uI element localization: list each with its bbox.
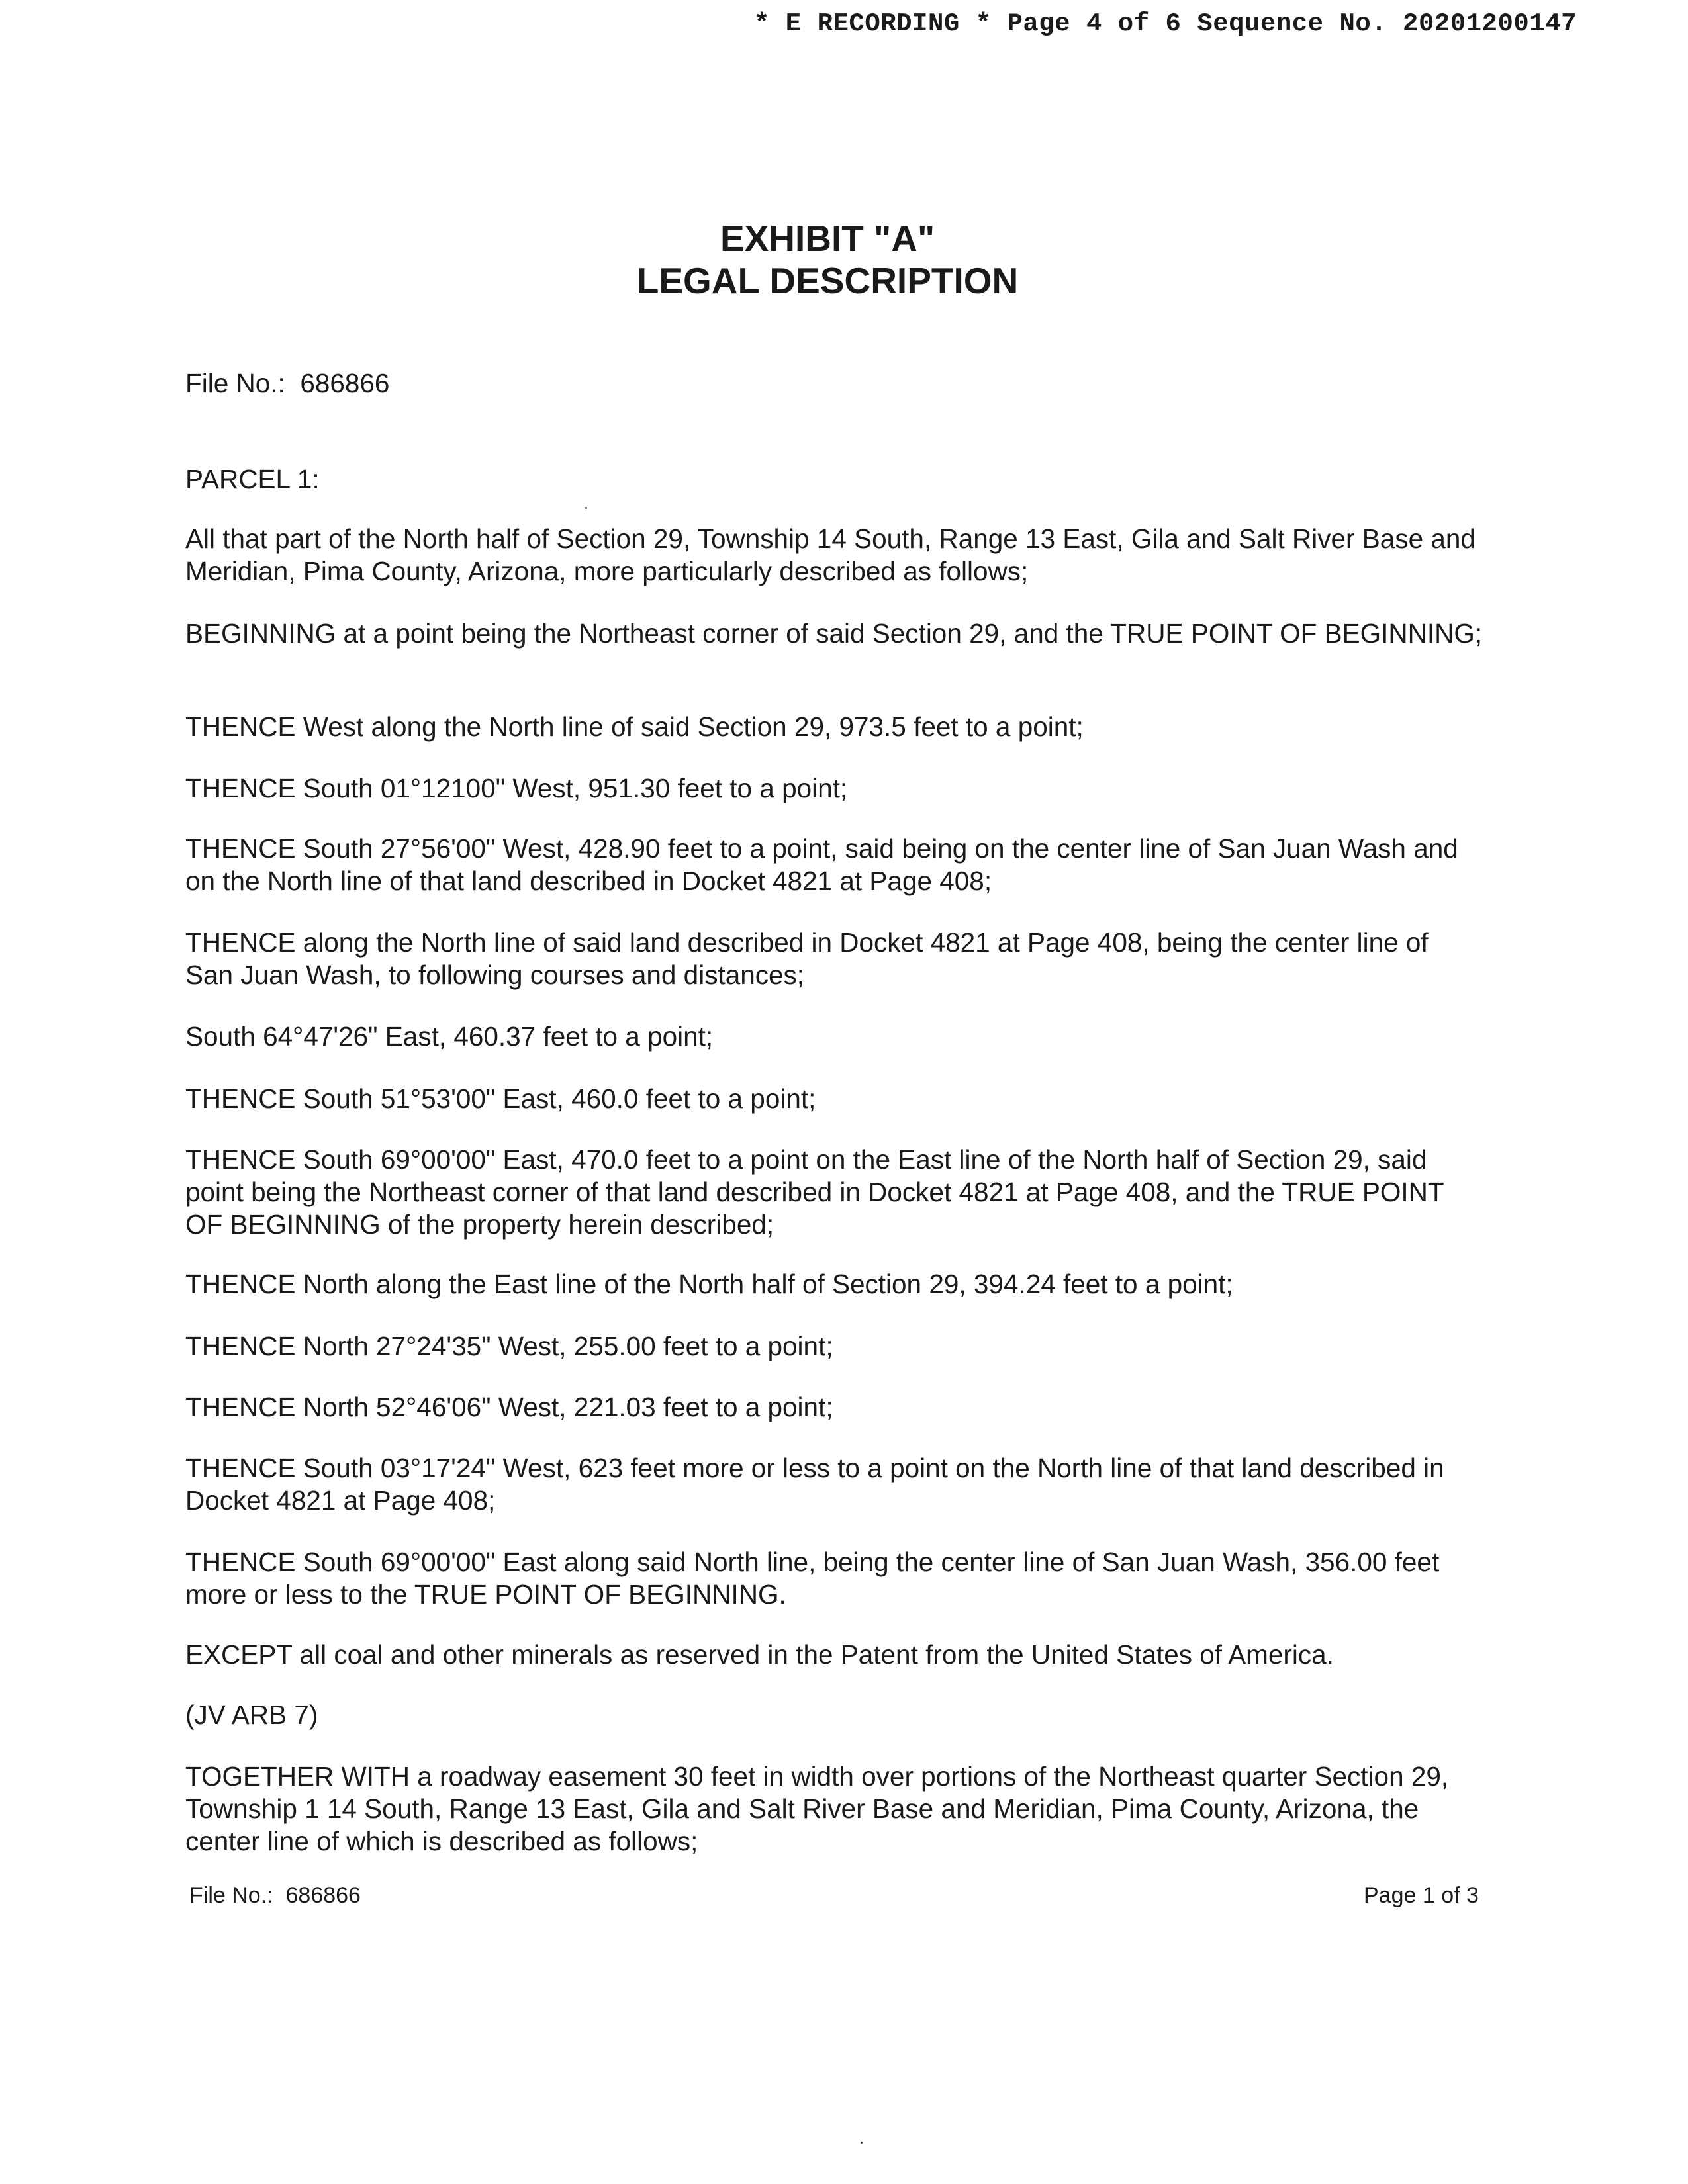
paragraph: South 64°47'26" East, 460.37 feet to a point;	[185, 1021, 714, 1052]
exhibit-title	[0, 217, 1655, 302]
footer-file-number-value: 686866	[285, 1883, 361, 1908]
paragraph: THENCE South 27°56'00" West, 428.90 feet to a point, said being on the center line of San Juan Wash and on the North line of that land described in Docket 4821 at Page 408;	[185, 833, 1458, 896]
footer-file-number-label: File No.:	[189, 1883, 273, 1908]
exhibit-title-line2: LEGAL DESCRIPTION	[636, 260, 1019, 301]
paragraph: THENCE along the North line of said land described in Docket 4821 at Page 408, being the center line of San Juan Wash, to following courses and distances;	[185, 927, 1429, 990]
file-number	[185, 367, 1483, 400]
paragraph: THENCE North 27°24'35" West, 255.00 feet to a point;	[185, 1331, 833, 1361]
recording-header: * E RECORDING * Page 4 of 6 Sequence No. 20201200147	[754, 9, 1577, 38]
paragraph: THENCE South 51°53'00" East, 460.0 feet to a point;	[185, 1083, 816, 1114]
scan-speck	[585, 507, 587, 509]
file-number-value: 686866	[300, 368, 390, 398]
paragraph: TOGETHER WITH a roadway easement 30 feet in width over portions of the Northeast quarter Section 29, Township 1 14 South, Range 13 East, Gila and Salt River Base and Meridian, Pima County, Arizona, the center line of which is described as follows;	[185, 1761, 1449, 1856]
footer-file-number	[189, 1883, 361, 1909]
paragraph: THENCE West along the North line of said Section 29, 973.5 feet to a point;	[185, 711, 1084, 742]
paragraph: EXCEPT all coal and other minerals as reserved in the Patent from the United States of America.	[185, 1639, 1334, 1670]
paragraph: All that part of the North half of Section 29, Township 14 South, Range 13 East, Gila and Salt River Base and Meridian, Pima County, Arizona, more particularly described as follows;	[185, 523, 1476, 586]
parcel-heading: PARCEL 1:	[185, 464, 320, 494]
paragraph: THENCE South 69°00'00" East along said North line, being the center line of San Juan Wash, 356.00 feet more or less to the TRUE POINT OF BEGINNING.	[185, 1547, 1440, 1610]
paragraph: THENCE South 69°00'00" East, 470.0 feet to a point on the East line of the North half of Section 29, said point being the Northeast corner of that land described in Docket 4821 at Page 408, and the TRUE POINT OF BEGINNING of the property herein described;	[185, 1144, 1444, 1240]
file-number-label: File No.:	[185, 368, 285, 398]
paragraph: THENCE North along the East line of the North half of Section 29, 394.24 feet to a point;	[185, 1269, 1233, 1299]
paragraph: THENCE South 01°12100" West, 951.30 feet to a point;	[185, 773, 848, 803]
paragraph: THENCE South 03°17'24" West, 623 feet more or less to a point on the North line of that land described in Docket 4821 at Page 408;	[185, 1453, 1444, 1516]
paragraph: (JV ARB 7)	[185, 1700, 318, 1730]
scan-speck	[861, 2142, 863, 2144]
footer-page-number: Page 1 of 3	[1364, 1883, 1479, 1908]
paragraph: BEGINNING at a point being the Northeast corner of said Section 29, and the TRUE POINT OF BEGINNING;	[185, 618, 1483, 649]
paragraph: THENCE North 52°46'06" West, 221.03 feet to a point;	[185, 1392, 833, 1422]
exhibit-title-line1: EXHIBIT "A"	[720, 218, 935, 259]
